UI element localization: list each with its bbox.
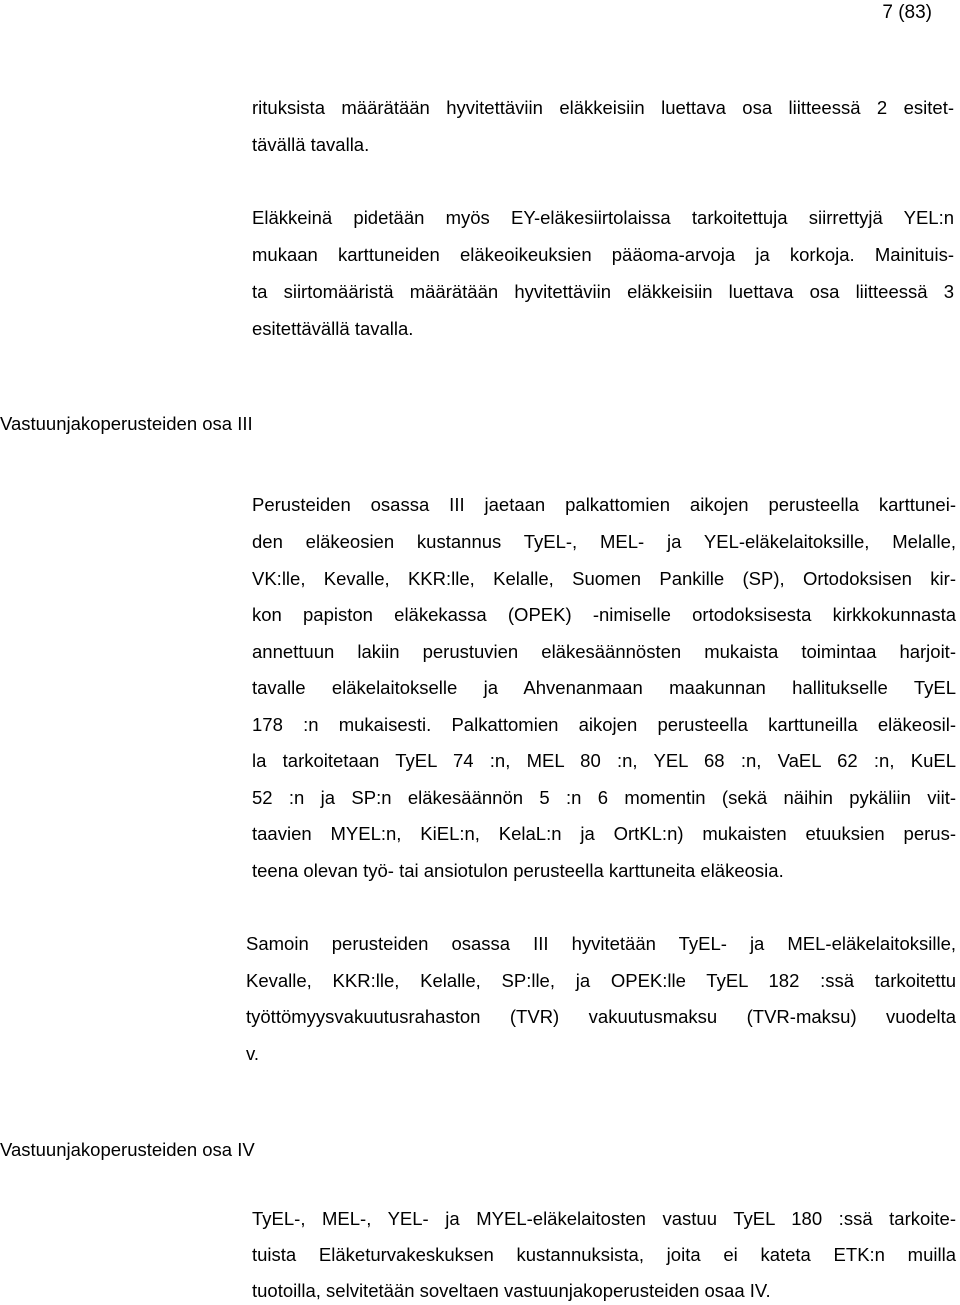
text-line: 178 :n mukaisesti. Palkattomien aikojen perusteella karttuneilla eläkeosil- xyxy=(252,714,956,735)
text-line: annettuun lakiin perustuvien eläkesäännösten mukaista toimintaa harjoit- xyxy=(252,641,956,662)
text-line: 52 :n ja SP:n eläkesäännön 5 :n 6 momentin (sekä näihin pykäliin viit- xyxy=(252,787,956,808)
section-heading-iv: Vastuunjakoperusteiden osa IV xyxy=(0,1139,255,1160)
text-line: Eläkkeinä pidetään myös EY-eläkesiirtolaissa tarkoitettuja siirrettyjä YEL:n xyxy=(252,207,954,228)
text-line: TyEL-, MEL-, YEL- ja MYEL-eläkelaitosten vastuu TyEL 180 :ssä tarkoite- xyxy=(252,1208,956,1229)
text-line: tuista Eläketurvakeskuksen kustannuksista, joita ei kateta ETK:n muilla xyxy=(252,1244,956,1265)
text-line: taavien MYEL:n, KiEL:n, KelaL:n ja OrtKL:n) mukaisten etuuksien perus- xyxy=(252,823,956,844)
text-line: Samoin perusteiden osassa III hyvitetään TyEL- ja MEL-eläkelaitoksille, xyxy=(246,933,956,954)
text-line: v. xyxy=(246,1043,260,1064)
text-line: tävällä tavalla. xyxy=(252,134,370,155)
text-line: Kevalle, KKR:lle, Kelalle, SP:lle, ja OPEK:lle TyEL 182 :ssä tarkoitettu xyxy=(246,970,956,991)
text-line: VK:lle, Kevalle, KKR:lle, Kelalle, Suomen Pankille (SP), Ortodoksisen kir- xyxy=(252,568,956,589)
text-line: Perusteiden osassa III jaetaan palkattomien aikojen perusteella karttunei- xyxy=(252,494,956,515)
text-line: rituksista määrätään hyvitettäviin eläkkeisiin luettava osa liitteessä 2 esitet- xyxy=(252,97,954,118)
section-heading-iii: Vastuunjakoperusteiden osa III xyxy=(0,413,253,434)
text-line: den eläkeosien kustannus TyEL-, MEL- ja YEL-eläkelaitoksille, Melalle, xyxy=(252,531,956,552)
text-line: la tarkoitetaan TyEL 74 :n, MEL 80 :n, YEL 68 :n, VaEL 62 :n, KuEL xyxy=(252,750,956,771)
text-line: esitettävällä tavalla. xyxy=(252,318,414,339)
text-line: mukaan karttuneiden eläkeoikeuksien pääoma-arvoja ja korkoja. Mainituis- xyxy=(252,244,954,265)
text-line: tavalle eläkelaitokselle ja Ahvenanmaan maakunnan hallitukselle TyEL xyxy=(252,677,956,698)
text-line: kon papiston eläkekassa (OPEK) -nimiselle ortodoksisesta kirkkokunnasta xyxy=(252,604,956,625)
page-number: 7 (83) xyxy=(882,2,932,23)
text-line: tuotoilla, selvitetään soveltaen vastuunjakoperusteiden osaa IV. xyxy=(252,1280,771,1301)
text-line: työttömyysvakuutusrahaston (TVR) vakuutusmaksu (TVR-maksu) vuodelta xyxy=(246,1006,956,1027)
text-line: teena olevan työ- tai ansiotulon perusteella karttuneita eläkeosia. xyxy=(252,860,784,881)
text-line: ta siirtomääristä määrätään hyvitettäviin eläkkeisiin luettava osa liitteessä 3 xyxy=(252,281,954,302)
